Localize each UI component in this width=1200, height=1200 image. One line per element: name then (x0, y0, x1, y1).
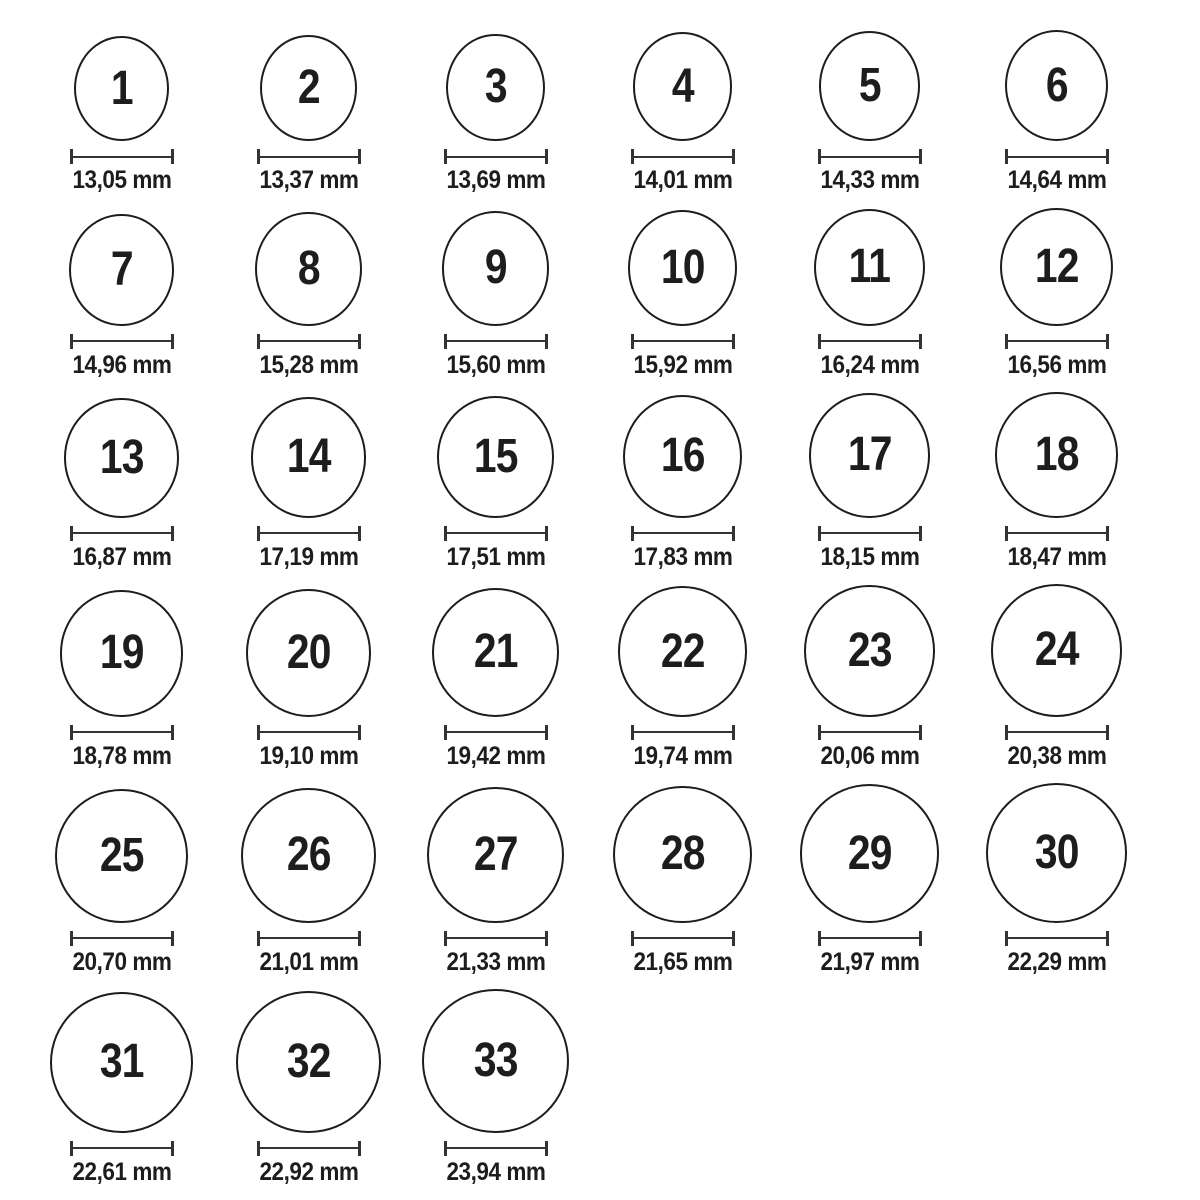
ring-size-number: 23 (847, 623, 892, 677)
ring-size-cell (589, 586, 776, 770)
ring-circle (1000, 208, 1113, 326)
ring-size-number: 3 (484, 60, 507, 114)
ring-size-cell (402, 211, 589, 379)
ring-size-cell (28, 36, 215, 195)
ring-size-row (28, 783, 1200, 976)
ring-size-number: 6 (1045, 58, 1068, 112)
ring-circle (241, 788, 376, 923)
ring-size-cell (402, 787, 589, 977)
ring-size-cell (215, 788, 402, 977)
diameter-dimension-line (818, 931, 922, 946)
ring-circle (814, 209, 925, 326)
ring-size-number: 7 (110, 242, 133, 296)
ring-circle (74, 36, 169, 141)
diameter-dimension-line (444, 149, 548, 164)
diameter-label: 23,94 mm (446, 1157, 545, 1186)
ring-size-number: 25 (99, 829, 144, 883)
ring-size-cell (963, 30, 1150, 195)
ring-size-cell (215, 35, 402, 195)
ring-circle (633, 32, 733, 141)
ring-circle (255, 212, 361, 325)
ring-circle (60, 590, 184, 717)
ring-size-number: 15 (473, 429, 518, 483)
diameter-label: 17,51 mm (446, 542, 545, 571)
ring-size-row (28, 208, 1200, 380)
ring-size-cell (963, 584, 1150, 770)
diameter-dimension-line (257, 1141, 361, 1156)
diameter-dimension-line (257, 334, 361, 349)
ring-size-cell (963, 783, 1150, 976)
ring-circle (613, 786, 751, 923)
diameter-dimension-line (444, 334, 548, 349)
diameter-label: 15,92 mm (633, 350, 732, 379)
ring-size-number: 10 (660, 240, 705, 294)
diameter-dimension-line (444, 1141, 548, 1156)
ring-circle (819, 31, 920, 141)
ring-circle (55, 789, 188, 923)
ring-size-number: 29 (847, 826, 892, 880)
diameter-dimension-line (70, 526, 174, 541)
diameter-dimension-line (1005, 725, 1109, 740)
ring-size-number: 13 (99, 430, 144, 484)
ring-circle (446, 34, 544, 141)
diameter-label: 20,06 mm (820, 741, 919, 770)
diameter-label: 16,24 mm (820, 350, 919, 379)
diameter-dimension-line (257, 725, 361, 740)
diameter-label: 14,64 mm (1007, 166, 1106, 194)
diameter-label: 21,97 mm (820, 947, 919, 976)
diameter-dimension-line (631, 334, 735, 349)
diameter-label: 13,37 mm (259, 166, 358, 194)
ring-circle (69, 214, 174, 326)
ring-size-row (28, 392, 1200, 571)
diameter-dimension-line (444, 526, 548, 541)
diameter-label: 20,70 mm (72, 947, 171, 976)
diameter-label: 17,83 mm (633, 542, 732, 571)
ring-circle (432, 588, 559, 717)
diameter-dimension-line (818, 526, 922, 541)
diameter-dimension-line (70, 334, 174, 349)
diameter-label: 16,56 mm (1007, 350, 1106, 379)
ring-size-cell (28, 590, 215, 770)
ring-size-number: 1 (110, 61, 133, 115)
diameter-dimension-line (70, 725, 174, 740)
diameter-dimension-line (444, 725, 548, 740)
diameter-dimension-line (631, 526, 735, 541)
diameter-dimension-line (257, 526, 361, 541)
ring-size-row (28, 989, 1200, 1186)
diameter-dimension-line (70, 1141, 174, 1156)
diameter-label: 21,65 mm (633, 947, 732, 976)
ring-size-cell (28, 398, 215, 571)
diameter-label: 14,96 mm (72, 350, 171, 379)
diameter-dimension-line (818, 725, 922, 740)
ring-size-number: 26 (286, 828, 331, 882)
ring-circle (50, 992, 193, 1133)
ring-size-cell (28, 214, 215, 380)
diameter-dimension-line (818, 149, 922, 164)
diameter-dimension-line (257, 149, 361, 164)
ring-size-cell (589, 210, 776, 379)
ring-size-number: 4 (671, 59, 694, 113)
diameter-dimension-line (70, 149, 174, 164)
diameter-label: 16,87 mm (72, 542, 171, 571)
ring-circle (422, 989, 568, 1132)
ring-size-cell (215, 589, 402, 770)
diameter-label: 19,74 mm (633, 741, 732, 770)
diameter-dimension-line (631, 725, 735, 740)
ring-size-cell (963, 392, 1150, 571)
ring-size-cell (589, 786, 776, 977)
ring-size-number: 14 (286, 430, 331, 484)
diameter-dimension-line (444, 931, 548, 946)
diameter-dimension-line (1005, 931, 1109, 946)
diameter-label: 22,29 mm (1007, 947, 1106, 976)
ring-circle (623, 395, 742, 518)
ring-size-number: 16 (660, 429, 705, 483)
ring-size-number: 2 (297, 60, 320, 114)
diameter-dimension-line (1005, 334, 1109, 349)
diameter-label: 15,60 mm (446, 350, 545, 379)
ring-circle (427, 787, 564, 923)
diameter-label: 21,01 mm (259, 947, 358, 976)
diameter-label: 18,15 mm (820, 542, 919, 571)
diameter-label: 14,33 mm (820, 166, 919, 194)
ring-size-number: 12 (1034, 239, 1079, 293)
diameter-label: 22,61 mm (72, 1157, 171, 1186)
diameter-dimension-line (631, 149, 735, 164)
ring-size-cell (402, 588, 589, 771)
ring-circle (804, 585, 934, 716)
diameter-dimension-line (818, 334, 922, 349)
ring-size-number: 17 (847, 428, 892, 482)
ring-size-cell (402, 396, 589, 571)
diameter-dimension-line (631, 931, 735, 946)
ring-size-number: 24 (1034, 623, 1079, 677)
ring-size-cell (402, 34, 589, 195)
ring-size-cell (28, 789, 215, 976)
ring-size-cell (589, 32, 776, 194)
ring-circle (437, 396, 554, 518)
ring-size-number: 22 (660, 624, 705, 678)
ring-circle (995, 392, 1117, 517)
diameter-label: 13,05 mm (72, 166, 171, 194)
ring-circle (800, 784, 940, 923)
ring-circle (809, 393, 930, 517)
diameter-label: 19,10 mm (259, 741, 358, 770)
ring-circle (236, 991, 381, 1133)
diameter-dimension-line (70, 931, 174, 946)
ring-size-cell (589, 395, 776, 572)
ring-size-cell (963, 208, 1150, 380)
ring-size-number: 18 (1034, 427, 1079, 481)
ring-circle (442, 211, 550, 326)
diameter-label: 18,47 mm (1007, 542, 1106, 571)
ring-size-cell (776, 31, 963, 194)
ring-size-cell (215, 212, 402, 379)
ring-size-cell (28, 992, 215, 1187)
diameter-label: 20,38 mm (1007, 741, 1106, 770)
diameter-label: 22,92 mm (259, 1157, 358, 1186)
diameter-label: 15,28 mm (259, 350, 358, 379)
ring-circle (618, 586, 747, 716)
ring-size-cell (776, 393, 963, 571)
diameter-label: 14,01 mm (633, 166, 732, 194)
ring-size-number: 32 (286, 1034, 331, 1088)
diameter-dimension-line (1005, 149, 1109, 164)
ring-circle (64, 398, 178, 517)
diameter-label: 13,69 mm (446, 166, 545, 194)
ring-size-number: 9 (484, 241, 507, 295)
ring-circle (991, 584, 1123, 717)
diameter-dimension-line (1005, 526, 1109, 541)
ring-size-number: 8 (297, 241, 320, 295)
ring-size-number: 19 (99, 626, 144, 680)
ring-size-row (28, 584, 1200, 770)
ring-size-number: 28 (660, 827, 705, 881)
ring-circle (260, 35, 357, 141)
ring-size-cell (776, 585, 963, 770)
ring-size-number: 5 (858, 59, 881, 113)
ring-size-number: 20 (286, 625, 331, 679)
ring-size-number: 31 (99, 1035, 144, 1089)
ring-circle (1005, 30, 1108, 141)
ring-size-number: 27 (473, 827, 518, 881)
diameter-label: 17,19 mm (259, 542, 358, 571)
ring-size-number: 30 (1034, 826, 1079, 880)
ring-size-row (28, 30, 1200, 195)
ring-circle (986, 783, 1127, 923)
ring-size-number: 33 (473, 1034, 518, 1088)
ring-size-number: 21 (473, 625, 518, 679)
ring-size-cell (402, 989, 589, 1186)
ring-size-cell (215, 397, 402, 571)
diameter-label: 19,42 mm (446, 741, 545, 770)
ring-size-cell (215, 991, 402, 1187)
diameter-label: 18,78 mm (72, 741, 171, 770)
ring-size-cell (776, 209, 963, 380)
ring-size-number: 11 (848, 240, 891, 294)
ring-circle (251, 397, 367, 518)
diameter-dimension-line (257, 931, 361, 946)
ring-circle (628, 210, 737, 326)
diameter-label: 21,33 mm (446, 947, 545, 976)
ring-circle (246, 589, 371, 717)
ring-size-cell (776, 784, 963, 976)
